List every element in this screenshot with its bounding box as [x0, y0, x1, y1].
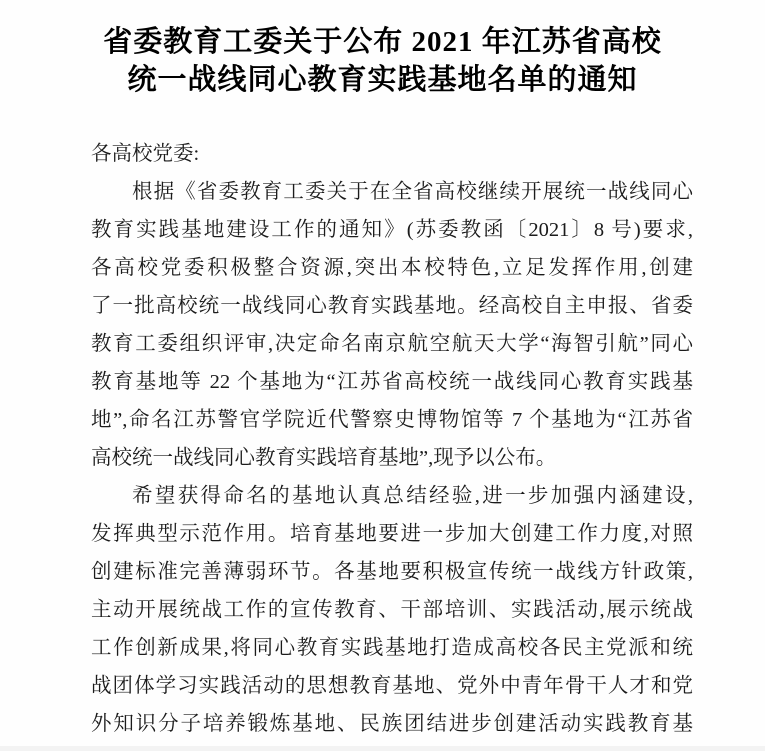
- document-body: [91, 135, 693, 743]
- text-line: 高校统一战线同心教育实践培育基地”,现予以公布。: [91, 447, 557, 469]
- text-line: 教育基地等 22 个基地为“江苏省高校统一战线同心教育实践基: [91, 371, 693, 393]
- text-line: 各高校党委:: [91, 143, 200, 165]
- document-title: [0, 0, 765, 99]
- text-line: 外知识分子培养锻炼基地、民族团结进步创建活动实践教育基: [91, 713, 693, 735]
- page-edge: [0, 746, 765, 751]
- title-line-2: 统一战线同心教育实践基地名单的通知: [127, 64, 638, 96]
- text-line: 教育实践基地建设工作的通知》(苏委教函〔2021〕8 号)要求,: [91, 219, 693, 241]
- title-line-1: 省委教育工委关于公布 2021 年江苏省高校: [103, 26, 662, 58]
- text-line: 教育工委组织评审,决定命名南京航空航天大学“海智引航”同心: [91, 333, 693, 355]
- text-line: 根据《省委教育工委关于在全省高校继续开展统一战线同心: [132, 181, 693, 203]
- text-line: 工作创新成果,将同心教育实践基地打造成高校各民主党派和统: [91, 637, 693, 659]
- text-line: 了一批高校统一战线同心教育实践基地。经高校自主申报、省委: [91, 295, 693, 317]
- text-line: 希望获得命名的基地认真总结经验,进一步加强内涵建设,: [132, 485, 693, 507]
- text-line: 创建标准完善薄弱环节。各基地要积极宣传统一战线方针政策,: [91, 561, 693, 583]
- text-line: 地”,命名江苏警官学院近代警察史博物馆等 7 个基地为“江苏省: [91, 409, 693, 431]
- text-line: 战团体学习实践活动的思想教育基地、党外中青年骨干人才和党: [91, 675, 693, 697]
- text-line: 发挥典型示范作用。培育基地要进一步加大创建工作力度,对照: [91, 523, 693, 545]
- text-line: 各高校党委积极整合资源,突出本校特色,立足发挥作用,创建: [91, 257, 693, 279]
- text-line: 主动开展统战工作的宣传教育、干部培训、实践活动,展示统战: [91, 599, 693, 621]
